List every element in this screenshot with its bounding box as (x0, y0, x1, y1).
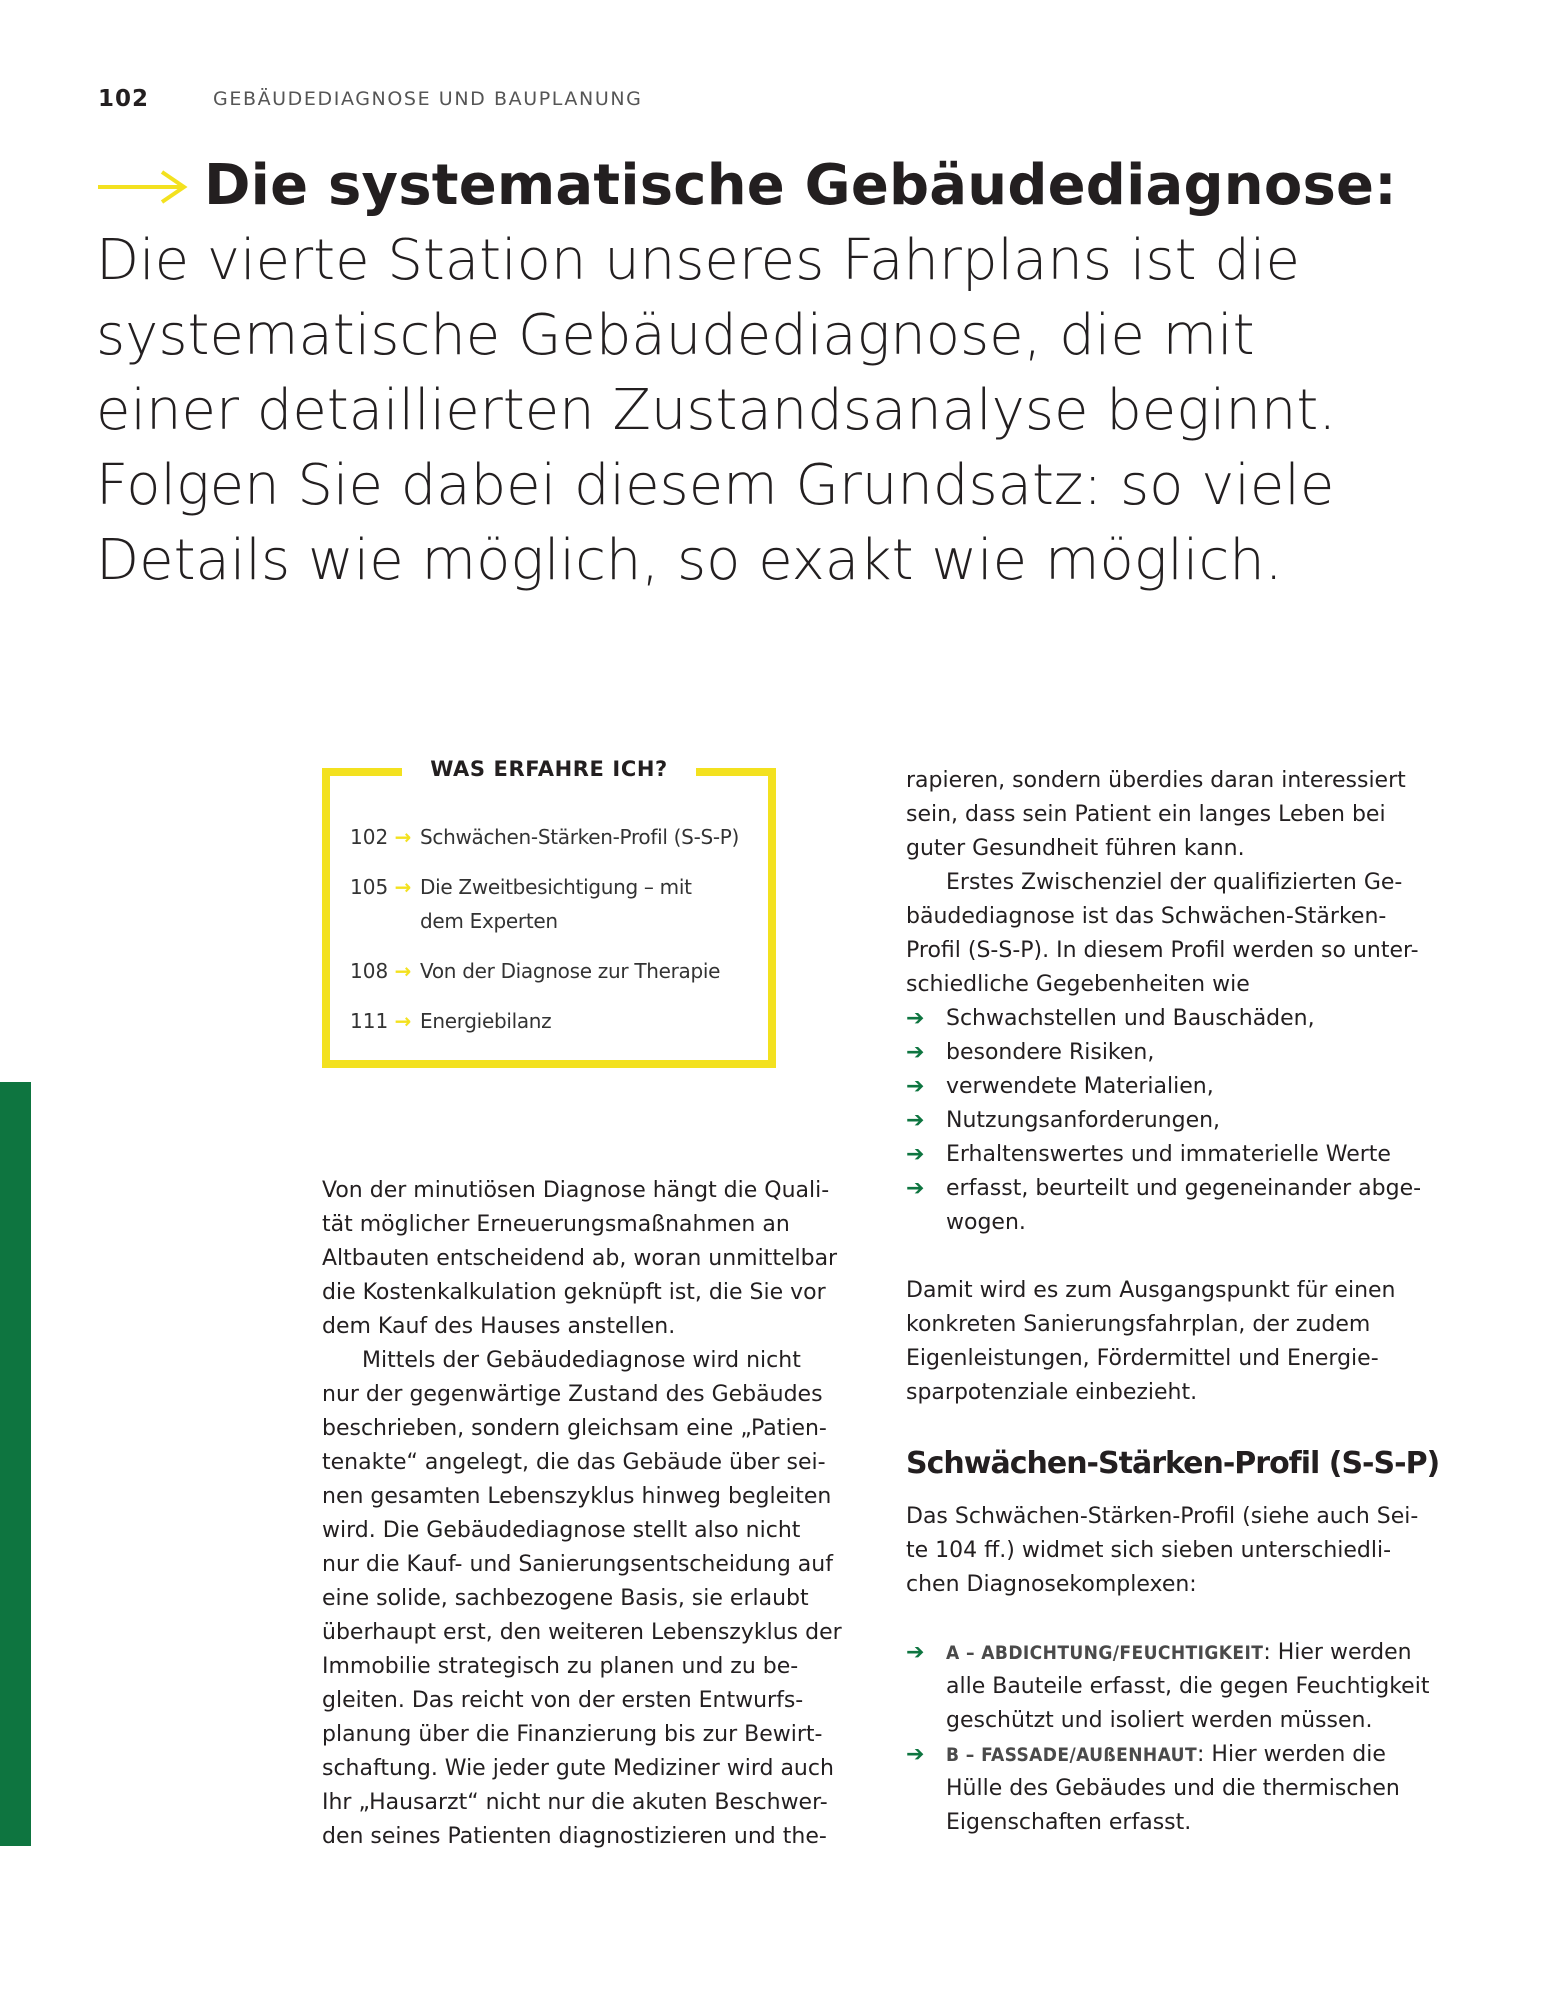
toc-list (350, 820, 754, 1054)
toc-title: Die Zweitbesichtigung – mit dem Experten (420, 875, 692, 933)
toc-page: 111 (350, 1009, 389, 1033)
arrow-right-icon: → (394, 825, 412, 849)
toc-heading: WAS ERFAHRE ICH? (402, 754, 696, 784)
running-head (98, 84, 642, 114)
arrow-right-icon: ➔ (906, 1040, 925, 1065)
list-item: ➔ besondere Risiken, (906, 1036, 1466, 1070)
body-paragraph: Erstes Zwischenziel der qualifizierten Ge- bäudediagnose ist das Schwächen-Stärken- Profil (S-S-P). In diesem Profil werden so unter- schiedliche Gegebenheiten wie (906, 870, 1419, 997)
toc-item[interactable] (350, 870, 754, 938)
body-paragraph: Damit wird es zum Ausgangspunkt für einen konkreten Sanierungsfahrplan, der zudem Eigenleistungen, Fördermittel und Energie- sparpotenziale einbezieht. (906, 1278, 1396, 1405)
list-item: ➔ A – ABDICHTUNG/FEUCHTIGKEIT: Hier werden alle Bauteile erfasst, die gegen Feuchtigkeit geschützt und isoliert werden müssen. (906, 1636, 1466, 1738)
bullet-list (906, 1002, 1466, 1240)
toc-title: Von der Diagnose zur Therapie (420, 959, 721, 983)
toc-page: 105 (350, 875, 389, 899)
toc-item[interactable] (350, 954, 754, 988)
arrow-right-icon: ➔ (906, 1176, 925, 1201)
arrow-right-icon: ➔ (906, 1006, 925, 1031)
list-item: ➔ verwendete Materialien, (906, 1070, 1466, 1104)
intro-title: Die systematische Gebäudediagnose: (204, 153, 1397, 218)
toc-item[interactable] (350, 820, 754, 854)
intro-line: Details wie möglich, so exakt wie möglich. (96, 528, 1283, 593)
body-paragraph: Das Schwächen-Stärken-Profil (siehe auch Sei- te 104 ff.) widmet sich sieben unterschiedli- chen Diagnosekomplexen: (906, 1504, 1419, 1597)
side-color-bar (0, 1082, 31, 1846)
intro-line: einer detaillierten Zustandsanalyse beginnt. (96, 378, 1337, 443)
section-subheading: Schwächen-Stärken-Profil (S-S-P) (906, 1446, 1440, 1481)
list-item: ➔ Schwachstellen und Bauschäden, (906, 1002, 1466, 1036)
arrow-right-icon: → (394, 875, 412, 899)
right-column (906, 764, 1466, 1840)
arrow-right-icon: ➔ (906, 1142, 925, 1167)
diagnosis-label: B – FASSADE/AUßENHAUT (946, 1744, 1198, 1766)
page-number: 102 (98, 86, 150, 112)
arrow-right-icon: ➔ (906, 1074, 925, 1099)
arrow-right-icon: ➔ (906, 1742, 925, 1767)
list-item: ➔ Nutzungsanforderungen, (906, 1104, 1466, 1138)
intro-line: Die vierte Station unseres Fahrplans ist die (96, 228, 1300, 293)
toc-page: 102 (350, 825, 389, 849)
arrow-right-icon: → (394, 1009, 412, 1033)
intro-line: Folgen Sie dabei diesem Grundsatz: so viele (96, 453, 1335, 518)
arrow-right-icon: ➔ (906, 1108, 925, 1133)
left-column (322, 1174, 878, 1854)
list-item: ➔ erfasst, beurteilt und gegeneinander abge- wogen. (906, 1172, 1466, 1240)
intro-title-line (96, 148, 1416, 223)
toc-title: Energiebilanz (420, 1009, 552, 1033)
diagnosis-label: A – ABDICHTUNG/FEUCHTIGKEIT (946, 1642, 1264, 1664)
list-item: ➔ Erhaltenswertes und immaterielle Werte (906, 1138, 1466, 1172)
toc-title: Schwächen-Stärken-Profil (S-S-P) (420, 825, 740, 849)
section-name: GEBÄUDEDIAGNOSE UND BAUPLANUNG (213, 88, 643, 110)
body-paragraph: Mittels der Gebäudediagnose wird nicht nur der gegenwärtige Zustand des Gebäudes beschrieben, sondern gleichsam eine „Patien- tenakte“ angelegt, die das Gebäude über sei- nen gesamten Lebenszyklus hinweg begleiten wird. Die Gebäudediagnose stellt also nicht nur die Kauf- und Sanierungsentscheidung auf eine solide, sachbezogene Basis, sie erlaubt überhaupt erst, den weiteren Lebenszyklus der Immobilie strategisch zu planen und zu be- gleiten. Das reicht von der ersten Entwurfs- planung über die Finanzierung bis zur Bewirt- schaftung. Wie jeder gute Mediziner wird auch Ihr „Hausarzt“ nicht nur die akuten Beschwer- den seines Patienten diagnostizieren und the- (322, 1348, 842, 1849)
arrow-right-icon: → (394, 959, 412, 983)
list-item: ➔ B – FASSADE/AUßENHAUT: Hier werden die Hülle des Gebäudes und die thermischen Eigenschaften erfasst. (906, 1738, 1466, 1840)
body-paragraph: rapieren, sondern überdies daran interessiert sein, dass sein Patient ein langes Leben bei guter Gesundheit führen kann. (906, 768, 1406, 861)
intro-line: systematische Gebäudediagnose, die mit (96, 303, 1255, 368)
toc-box (322, 757, 776, 1068)
intro-statement (96, 148, 1416, 598)
body-paragraph: Von der minutiösen Diagnose hängt die Quali- tät möglicher Erneuerungsmaßnahmen an Altbauten entscheidend ab, woran unmittelbar die Kostenkalkulation geknüpft ist, die Sie vor dem Kauf des Hauses anstellen. (322, 1178, 838, 1339)
arrow-right-icon: ➔ (906, 1640, 925, 1665)
long-right-arrow-icon (96, 148, 204, 223)
toc-item[interactable] (350, 1004, 754, 1038)
ssp-list (906, 1636, 1466, 1840)
toc-page: 108 (350, 959, 389, 983)
